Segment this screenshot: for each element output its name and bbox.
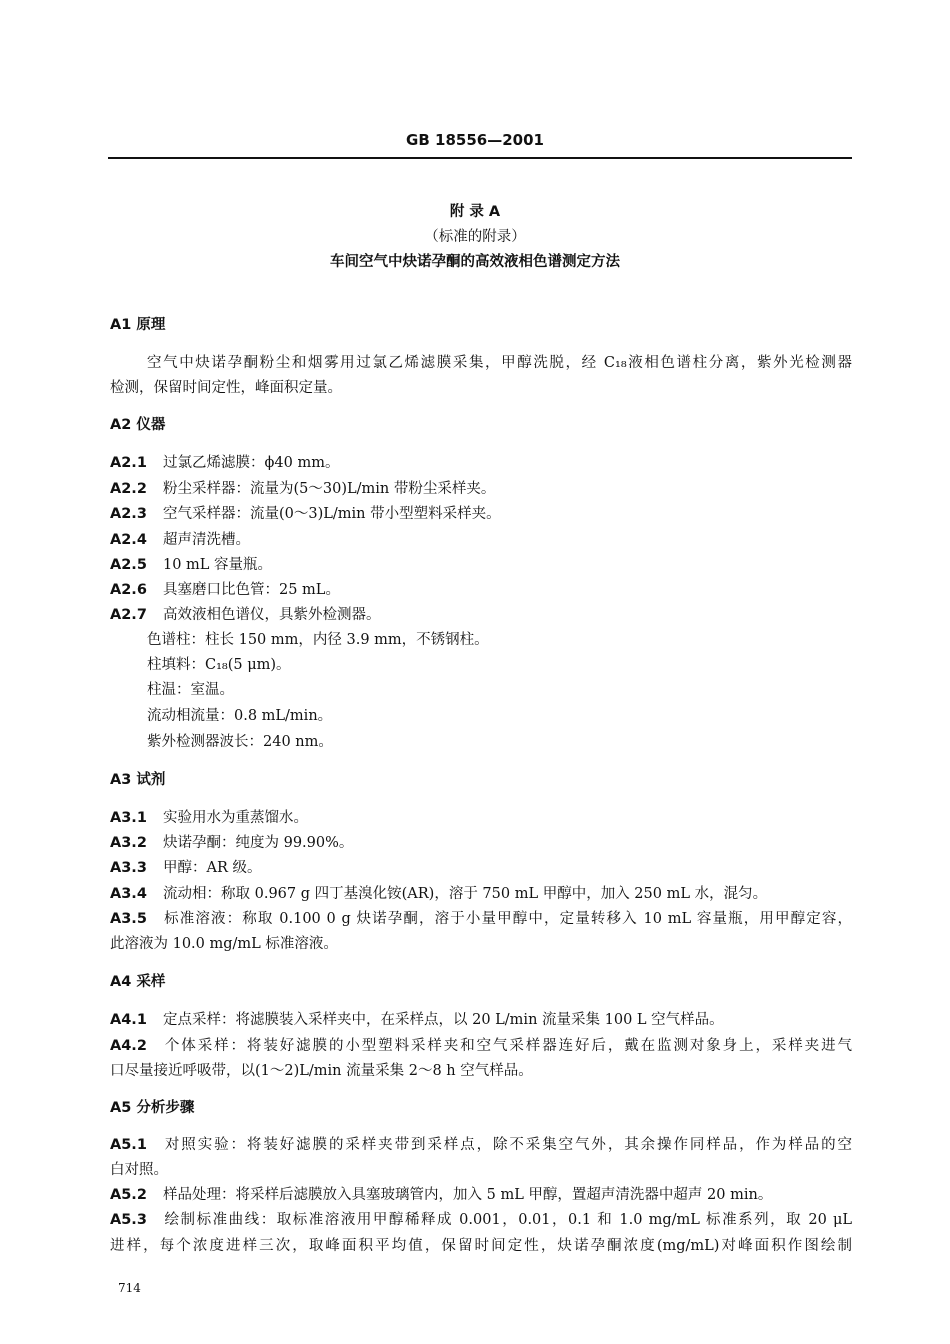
clause-text: 甲醇：AR 级。 xyxy=(163,860,262,876)
clause-item xyxy=(110,531,250,549)
clause-item xyxy=(110,1011,724,1029)
clause-number: A5.3 xyxy=(110,1212,147,1228)
clause-item xyxy=(110,910,852,928)
page-number: 714 xyxy=(118,1281,141,1295)
section-a2-heading: A2 仪器 xyxy=(110,417,166,433)
section-a1-heading: A1 原理 xyxy=(110,317,166,333)
clause-number: A5.2 xyxy=(110,1187,147,1203)
clause-text: 个体采样：将装好滤膜的小型塑料采样夹和空气采样器连好后，戴在监测对象身上，采样夹进气 xyxy=(163,1038,852,1054)
clause-text: 10 mL 容量瓶。 xyxy=(163,557,273,573)
instrument-spec: 柱温：室温。 xyxy=(147,682,234,698)
clause-item xyxy=(110,556,272,574)
header-rule xyxy=(108,157,852,159)
clause-item xyxy=(110,1186,772,1204)
clause-item xyxy=(110,809,308,827)
clause-text: 具塞磨口比色管：25 mL。 xyxy=(163,582,340,598)
standard-number: GB 18556—2001 xyxy=(406,131,544,149)
clause-text: 定点采样：将滤膜装入采样夹中，在采样点，以 20 L/min 流量采集 100 L 空气样品。 xyxy=(163,1012,724,1028)
instrument-spec: 流动相流量：0.8 mL/min。 xyxy=(147,708,333,724)
paragraph-line: 空气中炔诺孕酮粉尘和烟雾用过氯乙烯滤膜采集，甲醇洗脱，经 C₁₈液相色谱柱分离，紫外光检测器 xyxy=(147,355,852,371)
paragraph-line: 白对照。 xyxy=(110,1162,168,1178)
clause-number: A2.1 xyxy=(110,455,147,471)
paragraph-line: 进样，每个浓度进样三次，取峰面积平均值，保留时间定性，炔诺孕酮浓度(mg/mL)对峰面积作图绘制 xyxy=(110,1238,852,1254)
clause-item xyxy=(110,581,340,599)
clause-number: A3.5 xyxy=(110,911,147,927)
clause-text: 高效液相色谱仪，具紫外检测器。 xyxy=(163,607,381,623)
clause-number: A2.6 xyxy=(110,582,147,598)
clause-number: A2.5 xyxy=(110,557,147,573)
clause-item xyxy=(110,1037,852,1055)
clause-item xyxy=(110,1136,852,1154)
clause-text: 过氯乙烯滤膜：ϕ40 mm。 xyxy=(163,455,340,471)
clause-number: A2.3 xyxy=(110,506,147,522)
clause-text: 超声清洗槽。 xyxy=(163,532,250,548)
instrument-spec: 紫外检测器波长：240 nm。 xyxy=(147,734,333,750)
clause-number: A4.1 xyxy=(110,1012,147,1028)
clause-item xyxy=(110,859,262,877)
clause-text: 实验用水为重蒸馏水。 xyxy=(163,810,308,826)
instrument-spec: 色谱柱：柱长 150 mm，内径 3.9 mm，不锈钢柱。 xyxy=(147,632,489,648)
clause-number: A5.1 xyxy=(110,1137,147,1153)
clause-text: 炔诺孕酮：纯度为 99.90%。 xyxy=(163,835,354,851)
paragraph-line: 检测，保留时间定性，峰面积定量。 xyxy=(110,380,342,396)
clause-item xyxy=(110,1211,852,1229)
clause-text: 对照实验：将装好滤膜的采样夹带到采样点，除不采集空气外，其余操作同样品，作为样品的空 xyxy=(163,1137,852,1153)
appendix-type: （标准的附录） xyxy=(424,229,526,245)
clause-text: 空气采样器：流量(0～3)L/min 带小型塑料采样夹。 xyxy=(163,506,501,522)
clause-number: A2.4 xyxy=(110,532,147,548)
clause-number: A3.1 xyxy=(110,810,147,826)
clause-number: A2.2 xyxy=(110,481,147,497)
clause-number: A3.4 xyxy=(110,886,147,902)
clause-text: 粉尘采样器：流量为(5～30)L/min 带粉尘采样夹。 xyxy=(163,481,496,497)
clause-item xyxy=(110,505,501,523)
section-a3-heading: A3 试剂 xyxy=(110,772,166,788)
clause-item xyxy=(110,454,339,472)
appendix-title: 车间空气中炔诺孕酮的高效液相色谱测定方法 xyxy=(330,254,620,270)
clause-text: 绘制标准曲线：取标准溶液用甲醇稀释成 0.001，0.01，0.1 和 1.0 mg/mL 标准系列，取 20 μL xyxy=(163,1212,852,1228)
clause-number: A3.3 xyxy=(110,860,147,876)
paragraph-line: 口尽量接近呼吸带，以(1～2)L/min 流量采集 2～8 h 空气样品。 xyxy=(110,1063,533,1079)
instrument-spec: 柱填料：C₁₈(5 μm)。 xyxy=(147,657,291,673)
appendix-label: 附 录 A xyxy=(449,204,501,220)
clause-text: 流动相：称取 0.967 g 四丁基溴化铵(AR)，溶于 750 mL 甲醇中，加入 250 mL 水，混匀。 xyxy=(163,886,768,902)
section-a4-heading: A4 采样 xyxy=(110,974,166,990)
clause-number: A2.7 xyxy=(110,607,147,623)
paragraph-line: 此溶液为 10.0 mg/mL 标准溶液。 xyxy=(110,936,338,952)
clause-item xyxy=(110,834,353,852)
clause-item xyxy=(110,606,381,624)
section-a5-heading: A5 分析步骤 xyxy=(110,1100,195,1116)
clause-item xyxy=(110,480,495,498)
clause-item xyxy=(110,885,767,903)
clause-text: 标准溶液：称取 0.100 0 g 炔诺孕酮，溶于小量甲醇中，定量转移入 10 mL 容量瓶，用甲醇定容， xyxy=(163,911,852,927)
clause-number: A4.2 xyxy=(110,1038,147,1054)
clause-number: A3.2 xyxy=(110,835,147,851)
clause-text: 样品处理：将采样后滤膜放入具塞玻璃管内，加入 5 mL 甲醇，置超声清洗器中超声 20 min。 xyxy=(163,1187,773,1203)
